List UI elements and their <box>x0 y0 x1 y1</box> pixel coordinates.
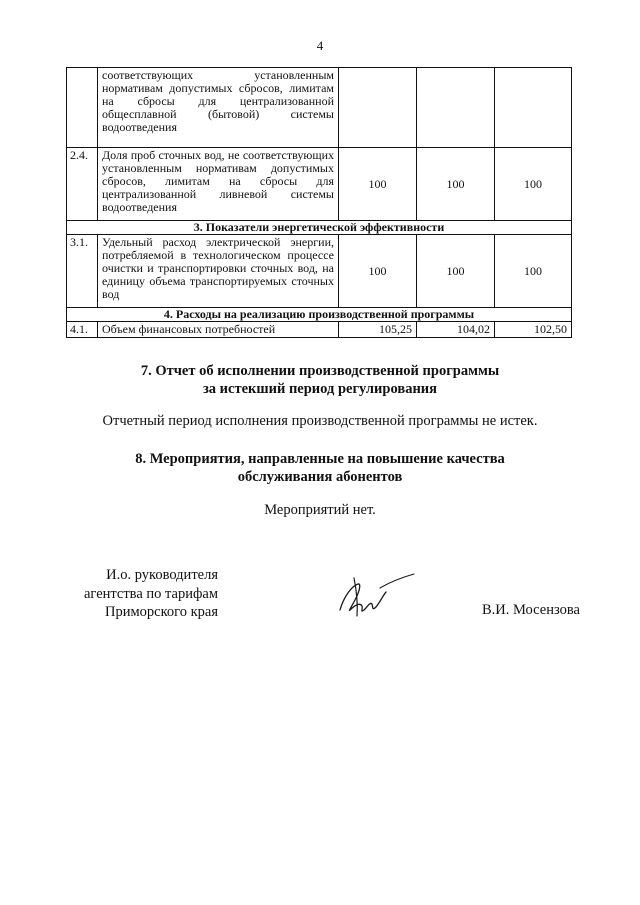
table-row <box>67 68 572 148</box>
row-value-2: 100 <box>417 235 495 308</box>
row-value-3 <box>495 68 572 148</box>
table-row <box>67 235 572 308</box>
row-value-2 <box>417 68 495 148</box>
row-value-3: 100 <box>495 235 572 308</box>
signatory-name: В.И. Мосензова <box>482 602 580 618</box>
row-number <box>67 68 98 148</box>
section-8-heading <box>0 450 640 486</box>
table-row <box>67 322 572 338</box>
signatory-position <box>84 566 218 622</box>
section-title: 4. Расходы на реализацию производственной программы <box>67 308 572 322</box>
section-header-row <box>67 221 572 235</box>
section-8-heading-line2: обслуживания абонентов <box>237 469 403 485</box>
section-7-text: Отчетный период исполнения производственной программы не истек. <box>102 413 538 429</box>
row-description: Доля проб сточных вод, не соответствующих установленным нормативам допустимых сбросов, лимитам на сбросы для централизованной ливневой системы водоотведения <box>98 148 339 221</box>
row-description: соответствующих установленным нормативам допустимых сбросов, лимитам на сбросы для централизованной общесплавной (бытовой) системы водоотведения <box>98 68 339 148</box>
row-number: 3.1. <box>67 235 98 308</box>
table-row <box>67 148 572 221</box>
section-7-heading-line2: за истекший период регулирования <box>202 381 438 397</box>
row-value-3: 100 <box>495 148 572 221</box>
row-value-2: 100 <box>417 148 495 221</box>
row-value-1: 105,25 <box>339 322 417 338</box>
row-value-1: 100 <box>339 235 417 308</box>
row-value-3: 102,50 <box>495 322 572 338</box>
section-title: 3. Показатели энергетической эффективности <box>67 221 572 235</box>
signatory-position-line2: агентства по тарифам <box>84 585 218 602</box>
signatory-position-line1: И.о. руководителя <box>106 567 218 583</box>
row-number: 2.4. <box>67 148 98 221</box>
row-number: 4.1. <box>67 322 98 338</box>
indicators-table <box>66 67 572 338</box>
row-description: Удельный расход электрической энергии, потребляемой в технологическом процессе очистки и транспортировки сточных вод, на единицу объема транспортируемых сточных вод <box>98 235 339 308</box>
section-7-heading-line1: 7. Отчет об исполнении производственной программы <box>140 363 500 379</box>
section-header-row <box>67 308 572 322</box>
page-number: 4 <box>316 38 324 53</box>
row-value-1: 100 <box>339 148 417 221</box>
signatory-position-line3: Приморского края <box>104 604 218 620</box>
row-description: Объем финансовых потребностей <box>98 322 339 338</box>
handwritten-signature <box>330 566 420 626</box>
section-7-heading <box>0 362 640 398</box>
section-8-text: Мероприятий нет. <box>264 502 376 518</box>
section-8-heading-line1: 8. Мероприятия, направленные на повышение качества <box>135 451 505 467</box>
row-value-2: 104,02 <box>417 322 495 338</box>
row-value-1 <box>339 68 417 148</box>
